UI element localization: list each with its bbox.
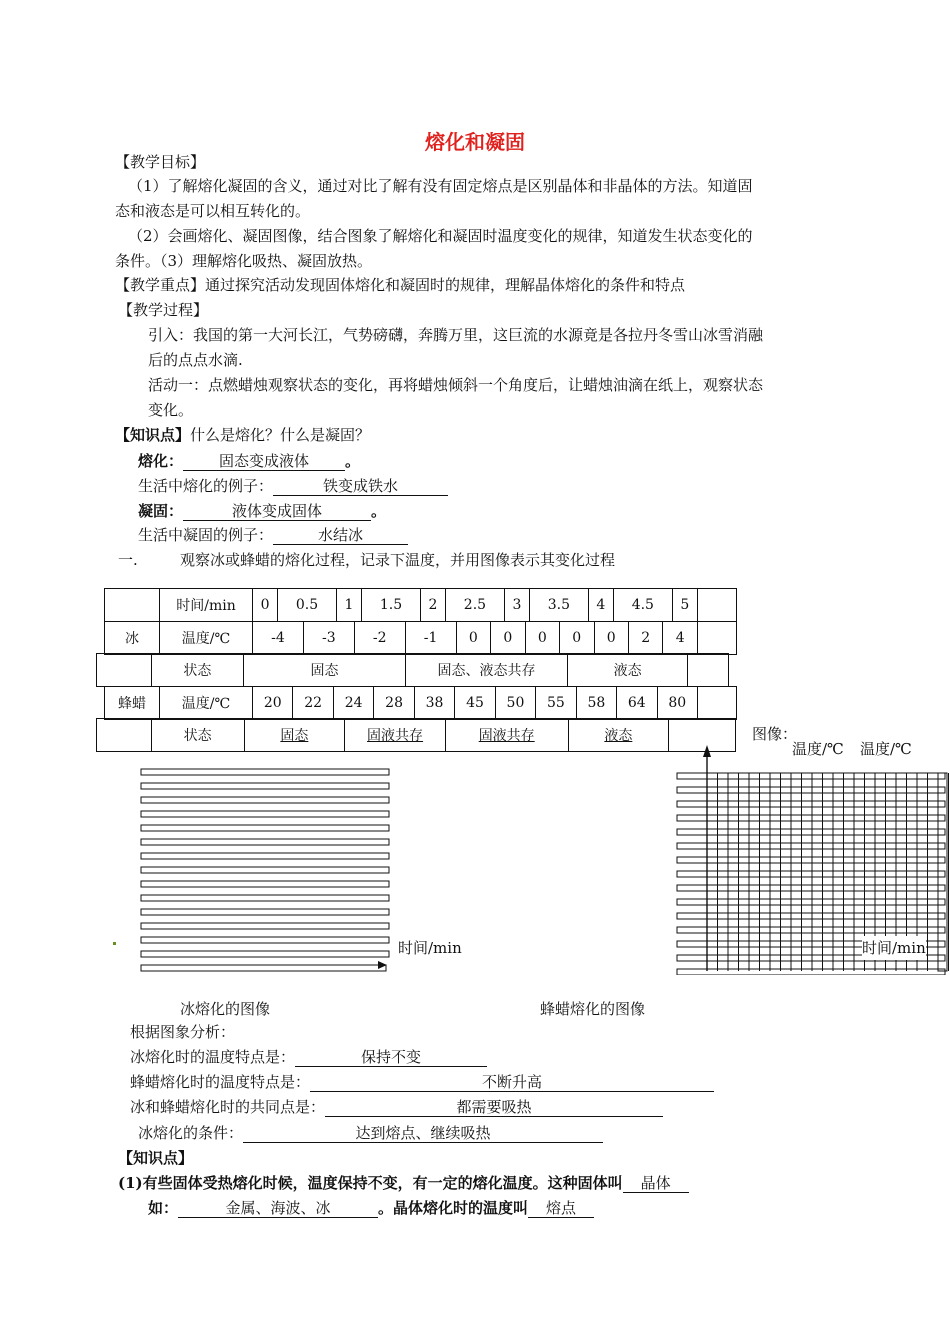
- ice-state-cell: 液态: [568, 654, 688, 687]
- freeze-example: [138, 523, 408, 547]
- analysis-condition-label: 冰熔化的条件：: [138, 1124, 244, 1142]
- graph-line: [141, 783, 389, 789]
- graph-line: [141, 881, 389, 887]
- wax-temp-cell: 24: [333, 687, 373, 720]
- knowledge-2-line-1: [118, 1171, 689, 1195]
- wax-temp-cell: 20: [253, 687, 293, 720]
- table-cell-empty: [698, 687, 737, 720]
- graph-line: [141, 867, 389, 873]
- ice-temp-cell: 2: [628, 622, 662, 655]
- table-row-wax-temp: [104, 686, 737, 720]
- wax-temp-cell: 45: [455, 687, 495, 720]
- analysis-condition: [138, 1121, 603, 1145]
- image-label: 图像：: [752, 725, 798, 743]
- y-axis-arrow-icon: [703, 745, 711, 757]
- goals-line-1: （1）了解熔化凝固的含义，通过对比了解有没有固定熔点是区别晶体和非晶体的方法。知道固: [128, 177, 753, 195]
- freeze-example-answer: 水结冰: [273, 526, 408, 545]
- analysis-condition-answer: 达到熔点、继续吸热: [243, 1124, 603, 1143]
- focus-heading: 【教学重点】: [115, 276, 206, 294]
- wax-label: 蜂蜡: [105, 687, 160, 720]
- table-cell-empty: [97, 654, 152, 687]
- ice-label: 冰: [105, 622, 160, 655]
- analysis-wax: [130, 1070, 714, 1094]
- freeze-answer: 液体变成固体: [183, 502, 371, 521]
- analysis-common-answer: 都需要吸热: [325, 1098, 663, 1117]
- analysis-common: [130, 1095, 663, 1119]
- section-1-text: 观察冰或蜂蜡的熔化过程，记录下温度，并用图像表示其变化过程: [180, 551, 616, 569]
- time-cell: 5: [672, 589, 697, 622]
- table-row-ice-state: [96, 653, 729, 687]
- graph-line: [141, 853, 389, 859]
- table-row-time: [104, 588, 737, 622]
- analysis-wax-label: 蜂蜡熔化时的温度特点是：: [130, 1073, 311, 1091]
- wax-state-cell: 固液共存: [445, 719, 568, 752]
- graph-line: [141, 951, 389, 957]
- time-cell: 2.5: [446, 589, 505, 622]
- graph-line: [141, 923, 389, 929]
- graph-line: [141, 909, 389, 915]
- analysis-ice: [130, 1045, 487, 1069]
- activity-line-1: 活动一：点燃蜡烛观察状态的变化，再将蜡烛倾斜一个角度后，让蜡烛油滴在纸上，观察状态: [148, 376, 764, 394]
- graph-line: [141, 937, 389, 943]
- table-cell-empty: [97, 719, 152, 752]
- analysis-ice-label: 冰熔化时的温度特点是：: [130, 1048, 296, 1066]
- goals-line-4: 条件。（3）理解熔化吸热、凝固放热。: [115, 252, 373, 270]
- knowledge-1-question: 什么是熔化？什么是凝固？: [190, 426, 371, 444]
- analysis-heading: 根据图象分析：: [130, 1023, 236, 1041]
- wax-temp-cell: 55: [536, 687, 576, 720]
- ice-temp-cell: -3: [303, 622, 354, 655]
- table-row-ice-temp: [104, 621, 737, 655]
- graph-line: [141, 839, 389, 845]
- focus-text: 通过探究活动发现固体熔化和凝固时的规律，理解晶体熔化的条件和特点: [205, 276, 686, 294]
- time-cell: 4: [588, 589, 613, 622]
- activity-line-2: 变化。: [148, 401, 194, 419]
- freeze-example-label: 生活中凝固的例子：: [138, 526, 274, 544]
- y-label-2: 温度/℃: [860, 740, 912, 758]
- melting-point-answer: 熔点: [528, 1199, 594, 1218]
- y-label-1: 温度/℃: [792, 740, 844, 758]
- crystal-answer: 晶体: [623, 1174, 689, 1193]
- knowledge-1-heading: 【知识点】: [115, 426, 191, 444]
- time-cell: 2: [420, 589, 445, 622]
- ice-temp-cell: 4: [663, 622, 698, 655]
- graph-line: [141, 825, 389, 831]
- goals-line-3: （2）会画熔化、凝固图像，结合图象了解熔化和凝固时温度变化的规律，知道发生状态变化的: [128, 227, 753, 245]
- table-cell-empty: [698, 589, 737, 622]
- melt-example-label: 生活中熔化的例子：: [138, 477, 274, 495]
- wax-temp-cell: 80: [657, 687, 697, 720]
- wax-temp-cell: 22: [293, 687, 333, 720]
- wax-state-cell: 固态: [244, 719, 345, 752]
- ice-temp-cell: 0: [456, 622, 490, 655]
- graph-line: [141, 769, 389, 775]
- wax-temp-label: 温度/℃: [160, 687, 253, 720]
- ice-temp-label: 温度/℃: [160, 622, 253, 655]
- knowledge-2-line-2: [148, 1196, 594, 1220]
- examples-label: 如：: [148, 1199, 179, 1217]
- melt-example: [138, 474, 448, 498]
- page-title: 熔化和凝固: [425, 130, 525, 154]
- ice-graph: [135, 765, 400, 975]
- analysis-wax-answer: 不断升高: [310, 1073, 714, 1092]
- time-cell: 1.5: [362, 589, 421, 622]
- table-row-wax-state: [96, 718, 736, 752]
- melt-definition: [138, 449, 360, 473]
- freeze-label: 凝固：: [138, 502, 184, 520]
- time-cell: 0: [253, 589, 278, 622]
- time-cell: 1: [336, 589, 361, 622]
- x-label-right: 时间/min: [862, 936, 926, 960]
- ice-temp-cell: 0: [560, 622, 594, 655]
- graph-line: [141, 895, 389, 901]
- graph-line: [141, 811, 389, 817]
- knowledge-2-text-1: (1)有些固体受热熔化时候，温度保持不变，有一定的熔化温度。这种固体叫: [118, 1174, 623, 1192]
- wax-state-cell: 液态: [568, 719, 669, 752]
- time-cell: 0.5: [278, 589, 337, 622]
- ice-temp-cell: 0: [525, 622, 559, 655]
- table-cell-empty: [105, 589, 160, 622]
- time-cell: 3: [504, 589, 529, 622]
- time-cell: 4.5: [613, 589, 672, 622]
- intro-line-2: 后的点点水滴.: [148, 351, 243, 369]
- wax-temp-cell: 38: [414, 687, 454, 720]
- goals-line-2: 态和液态是可以相互转化的。: [115, 202, 311, 220]
- ice-temp-cell: 0: [594, 622, 628, 655]
- stray-dot: [113, 942, 116, 945]
- time-cell: 3.5: [529, 589, 588, 622]
- ice-state-label: 状态: [151, 654, 243, 687]
- examples-answer: 金属、海波、冰: [178, 1199, 378, 1218]
- table-cell-empty: [698, 622, 737, 655]
- section-1-number: 一.: [118, 551, 138, 569]
- ice-graph-lines: [141, 769, 389, 971]
- melt-end: 。: [345, 452, 361, 470]
- caption-wax: 蜂蜡熔化的图像: [540, 1000, 646, 1018]
- melt-label: 熔化：: [138, 452, 184, 470]
- knowledge-2-text-2: 。晶体熔化时的温度叫: [378, 1199, 529, 1217]
- analysis-ice-answer: 保持不变: [295, 1048, 487, 1067]
- ice-temp-cell: -2: [354, 622, 405, 655]
- graph-line: [141, 965, 386, 971]
- ice-temp-cell: -1: [405, 622, 456, 655]
- time-label: 时间/min: [160, 589, 253, 622]
- melt-answer: 固态变成液体: [183, 452, 345, 471]
- x-label-left: 时间/min: [398, 939, 462, 957]
- wax-state-cell: 固液共存: [345, 719, 446, 752]
- wax-temp-cell: 58: [576, 687, 616, 720]
- freeze-definition: [138, 499, 386, 523]
- wax-state-label: 状态: [151, 719, 244, 752]
- wax-temp-cell: 50: [495, 687, 535, 720]
- process-heading: 【教学过程】: [118, 301, 209, 319]
- goals-heading: 【教学目标】: [115, 153, 206, 171]
- intro-line-1: 引入：我国的第一大河长江，气势磅礴，奔腾万里，这巨流的水源竟是各拉丹冬雪山冰雪消融: [148, 326, 764, 344]
- focus-block: [115, 273, 685, 297]
- ice-temp-cell: 0: [491, 622, 525, 655]
- wax-temp-cell: 64: [617, 687, 657, 720]
- ice-state-cell: 固态、液态共存: [405, 654, 567, 687]
- ice-state-cell: 固态: [244, 654, 406, 687]
- melt-example-answer: 铁变成铁水: [273, 477, 448, 496]
- freeze-end: 。: [371, 502, 387, 520]
- analysis-common-label: 冰和蜂蜡熔化时的共同点是：: [130, 1098, 326, 1116]
- table-cell-empty: [688, 654, 729, 687]
- caption-ice: 冰熔化的图像: [180, 1000, 271, 1018]
- graph-line: [141, 797, 389, 803]
- ice-temp-cell: -4: [253, 622, 304, 655]
- knowledge-2-heading: 【知识点】: [118, 1149, 194, 1167]
- wax-temp-cell: 28: [374, 687, 414, 720]
- knowledge-1: [115, 423, 370, 447]
